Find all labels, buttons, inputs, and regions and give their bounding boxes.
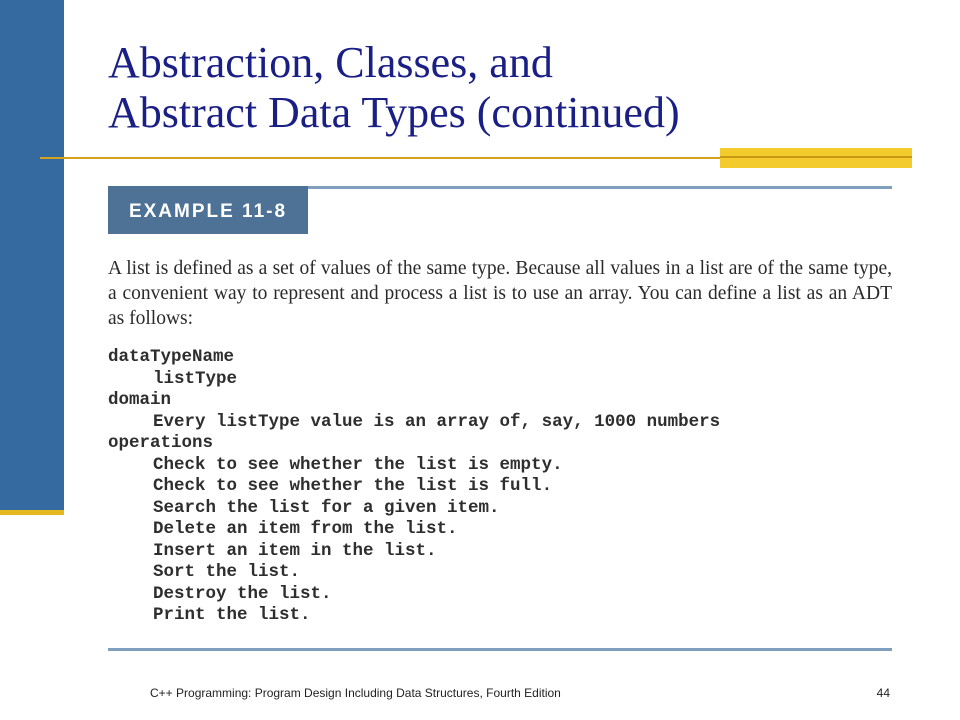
code-line: Check to see whether the list is full. xyxy=(153,476,553,496)
code-line: listType xyxy=(153,368,238,389)
example-bottom-rule xyxy=(108,648,892,651)
code-line: domain xyxy=(108,390,172,410)
example-label: EXAMPLE 11-8 xyxy=(108,186,308,234)
footer-text: C++ Programming: Program Design Including Data Structures, Fourth Edition xyxy=(150,686,561,700)
code-line: Destroy the list. xyxy=(153,583,332,604)
code-line: Every listType value is an array of, say, 1000 numbers xyxy=(153,411,721,432)
example-paragraph: A list is defined as a set of values of the same type. Because all values in a list are of the same type, a convenient way to represent and process a list is to use an array. You can define a list as an ADT as follows: xyxy=(108,258,892,329)
slide-title xyxy=(108,38,888,138)
page-number: 44 xyxy=(876,686,890,700)
code-line: Check to see whether the list is empty. xyxy=(153,454,563,475)
code-line: operations xyxy=(108,433,214,453)
code-line: Sort the list. xyxy=(153,562,301,582)
code-line: Insert an item in the list. xyxy=(153,540,437,561)
left-accent-bar xyxy=(0,0,64,512)
slide-title-line-1: Abstraction, Classes, and xyxy=(108,38,553,87)
code-line: dataTypeName xyxy=(108,347,235,367)
title-accent-block xyxy=(720,148,912,168)
code-line: Print the list. xyxy=(153,605,311,625)
code-block xyxy=(108,347,892,627)
slide-title-line-2: Abstract Data Types (continued) xyxy=(108,88,680,137)
code-line: Delete an item from the list. xyxy=(153,519,458,539)
code-line: Search the list for a given item. xyxy=(153,497,500,518)
left-accent-bar-gold-edge xyxy=(0,510,64,515)
